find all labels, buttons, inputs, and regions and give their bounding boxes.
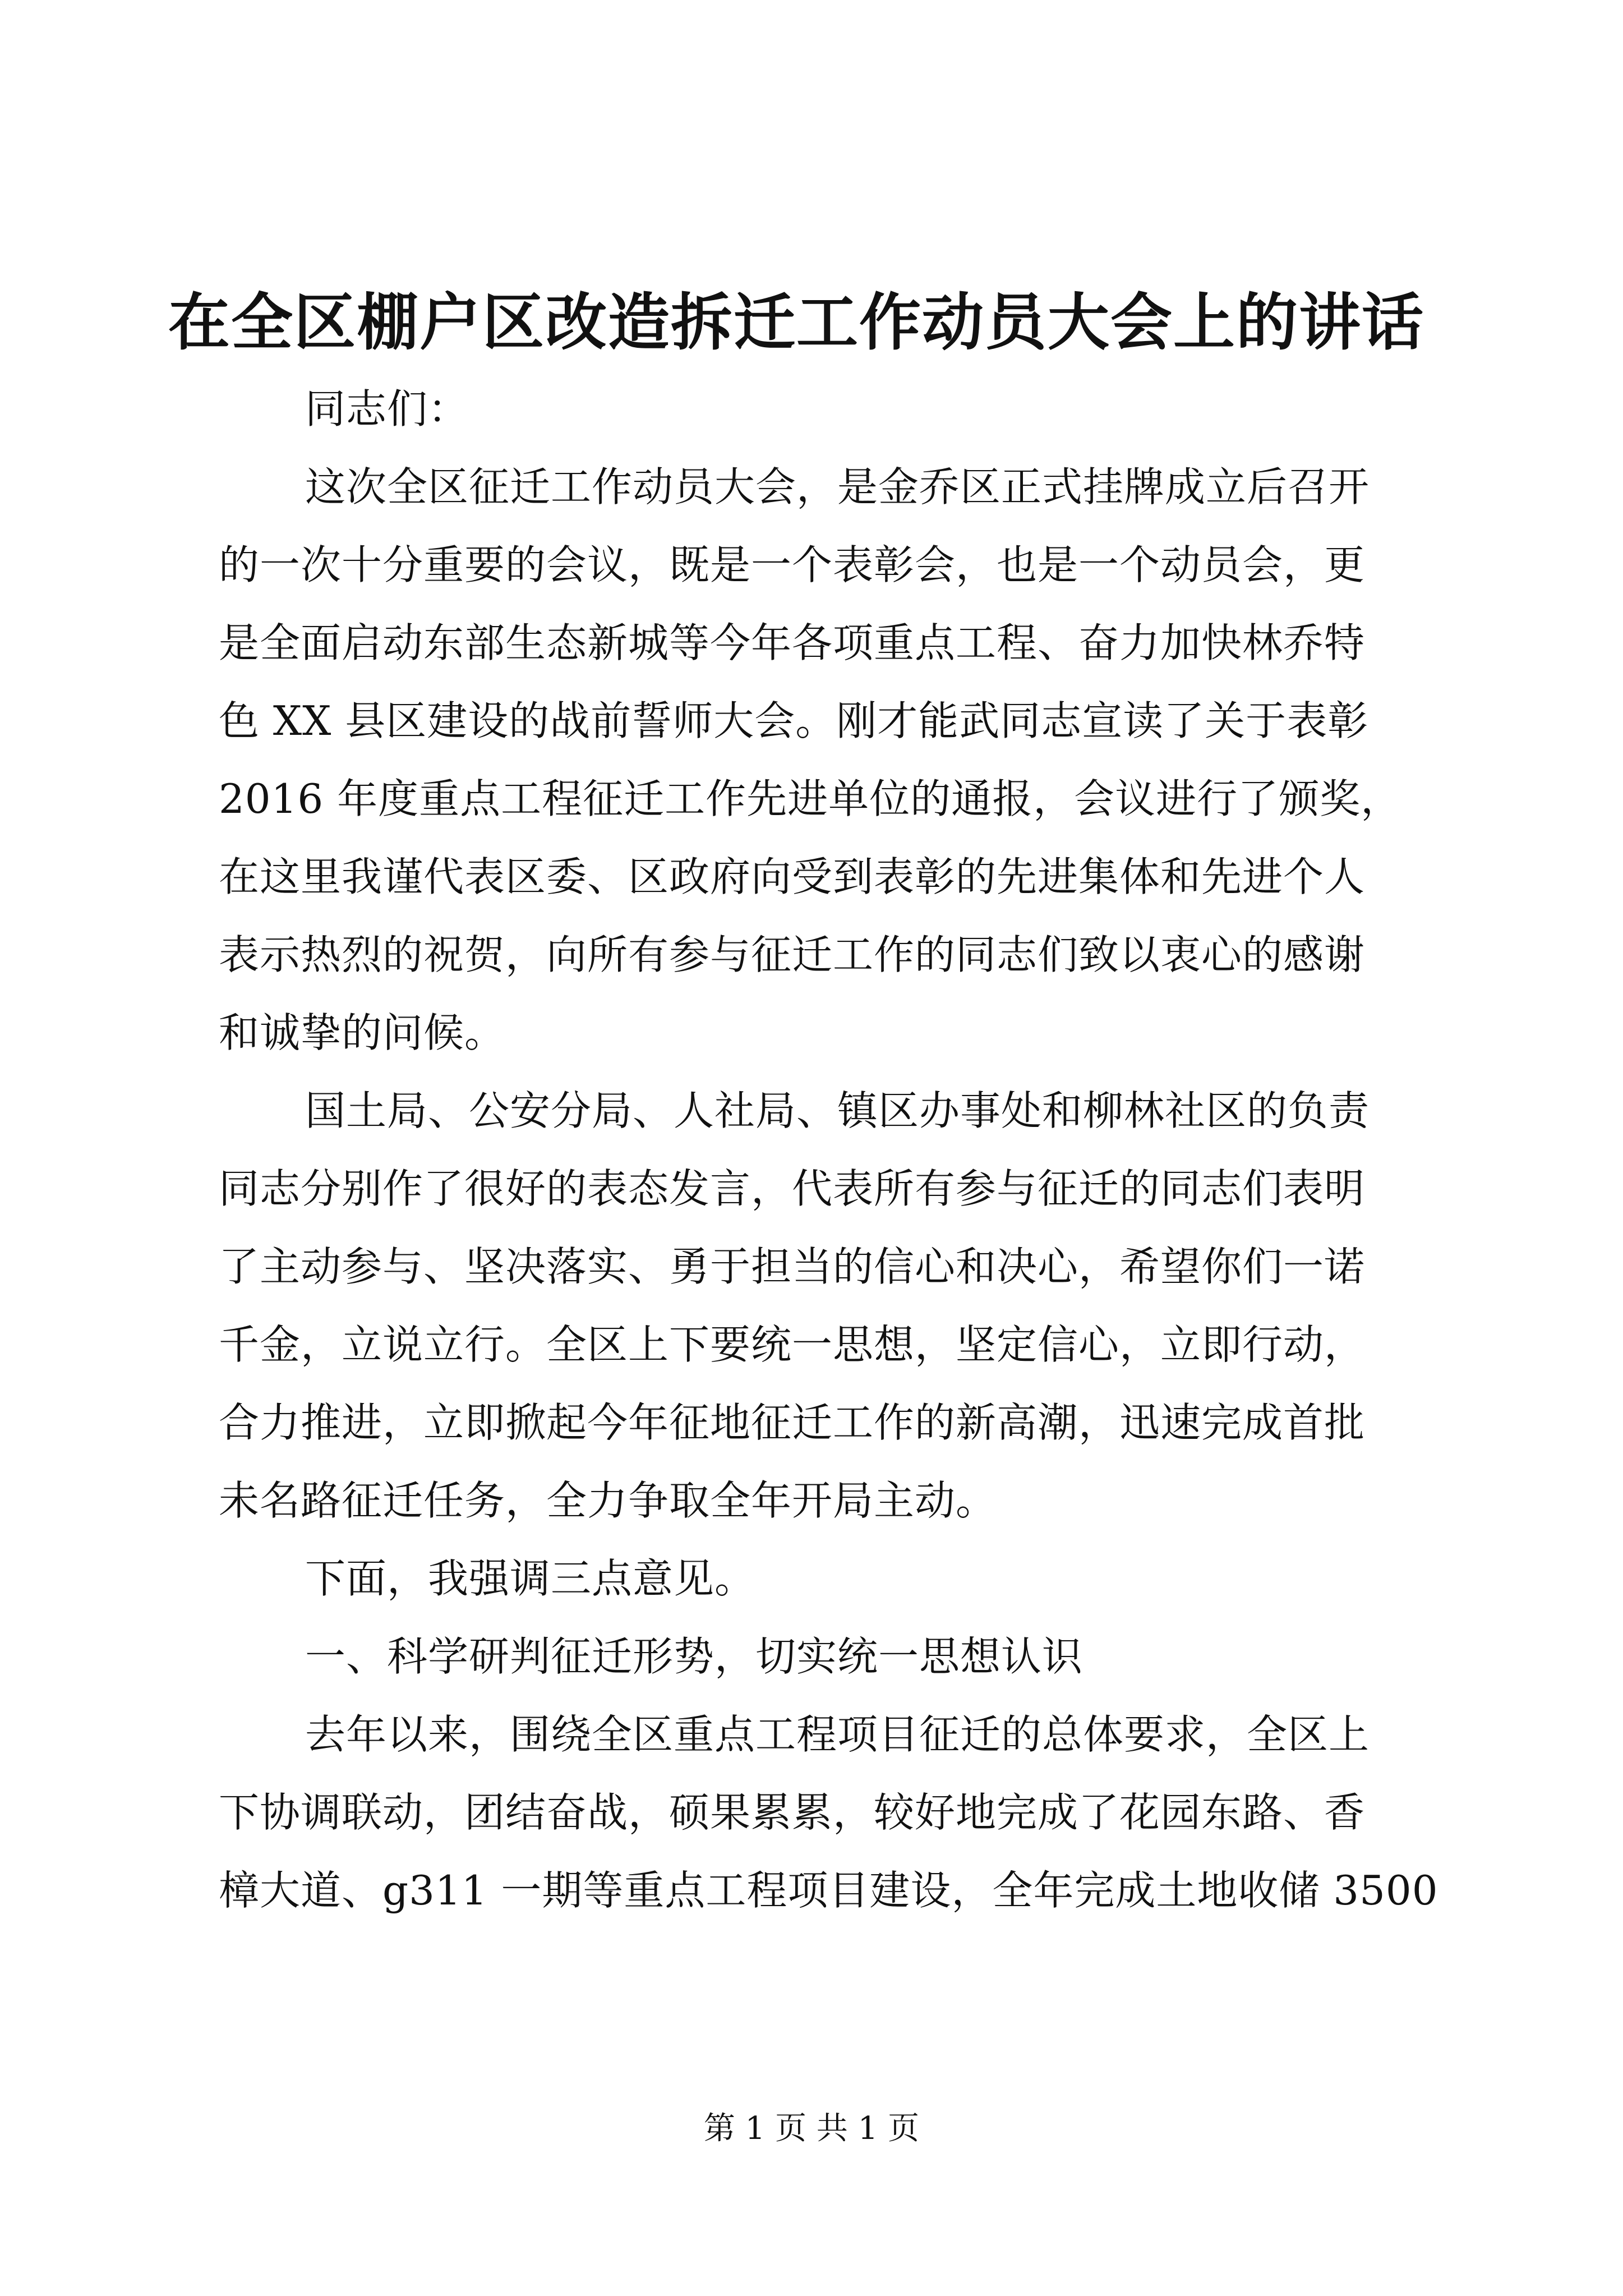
text-line: 和诚挚的问候。 [219,1009,506,1056]
text-line: 未名路征迁任务，全力争取全年开局主动。 [219,1477,997,1524]
text-line: 国土局、公安分局、人社局、镇区办事处和柳林社区的负责 [305,1087,1370,1134]
text-line: 同志们： [305,385,469,432]
text-line: 表示热烈的祝贺，向所有参与征迁工作的同志们致以衷心的感谢 [219,931,1366,978]
document-title: 在全区棚户区改造拆迁工作动员大会上的讲话 [168,286,1424,358]
text-line: 合力推进，立即掀起今年征地征迁工作的新高潮，迅速完成首批 [219,1399,1366,1446]
document-body [219,370,1438,1930]
text-line: 的一次十分重要的会议，既是一个表彰会，也是一个动员会，更 [219,541,1366,588]
text-line: 樟大道、g311 一期等重点工程项目建设，全年完成土地收储 3500 [219,1867,1438,1914]
text-line: 了主动参与、坚决落实、勇于担当的信心和决心，希望你们一诺 [219,1243,1366,1290]
text-line: 同志分别作了很好的表态发言，代表所有参与征迁的同志们表明 [219,1165,1366,1212]
text-line: 下面，我强调三点意见。 [305,1555,756,1602]
text-line: 一、科学研判征迁形势，切实统一思想认识 [305,1633,1083,1680]
text-line: 下协调联动，团结奋战，硕果累累，较好地完成了花园东路、香 [219,1789,1366,1836]
text-line: 千金，立说立行。全区上下要统一思想，坚定信心，立即行动， [219,1321,1366,1368]
text-line: 这次全区征迁工作动员大会，是金乔区正式挂牌成立后召开 [305,463,1370,510]
text-line: 色 XX 县区建设的战前誓师大会。刚才能武同志宣读了关于表彰 [219,697,1369,744]
text-line: 是全面启动东部生态新城等今年各项重点工程、奋力加快林乔特 [219,619,1366,666]
text-line: 去年以来，围绕全区重点工程项目征迁的总体要求，全区上 [305,1711,1370,1758]
text-line: 2016 年度重点工程征迁工作先进单位的通报，会议进行了颁奖， [219,775,1402,822]
page-footer: 第 1 页 共 1 页 [703,2110,920,2147]
text-line: 在这里我谨代表区委、区政府向受到表彰的先进集体和先进个人 [219,853,1366,900]
